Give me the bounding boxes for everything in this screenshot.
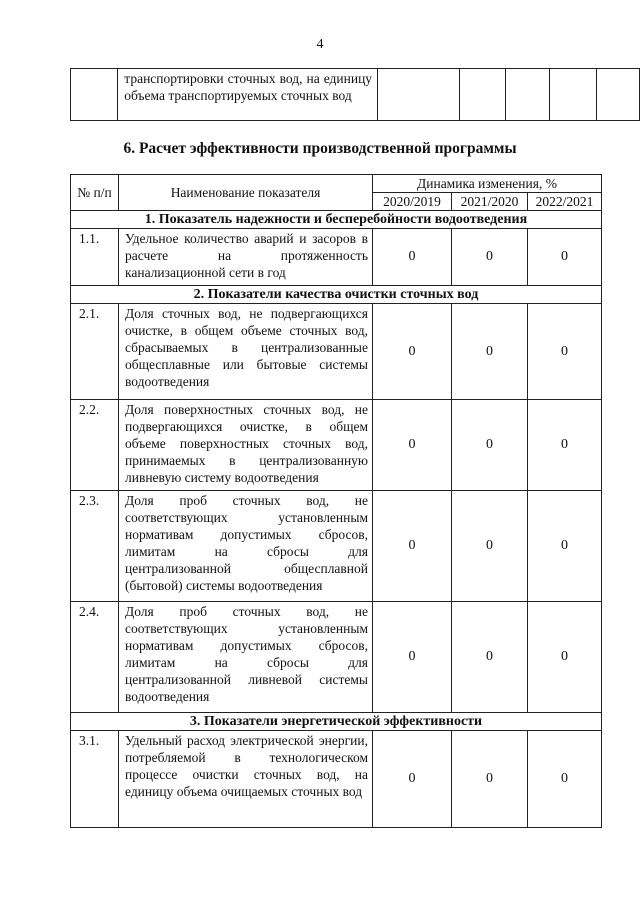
value-cell: [506, 69, 550, 121]
group-title: 3. Показатели энергетической эффективности: [71, 713, 602, 731]
indicator-name: Доля сточных вод, не подвергающихся очистке, в общем объеме сточных вод, сбрасываемых в централизованные общесплавные или бытовые системы водоотведения: [119, 304, 373, 400]
value-cell: 0: [528, 229, 602, 286]
header-name: Наименование показателя: [119, 175, 373, 211]
indicator-name: Доля проб сточных вод, не соответствующих установленным нормативам допустимых сбросов, лимитам на сбросы для централизованной общесплавной (бытовой) системы водоотведения: [119, 491, 373, 602]
header-year: 2022/2021: [528, 193, 602, 211]
indicator-name: Доля проб сточных вод, не соответствующих установленным нормативам допустимых сбросов, лимитам на сбросы для централизованной ливневой системы водоотведения: [119, 602, 373, 713]
table-row: [71, 400, 602, 491]
value-cell: 0: [373, 304, 452, 400]
header-year: 2021/2020: [452, 193, 528, 211]
row-num: 2.3.: [71, 491, 119, 602]
num-cell: [71, 69, 118, 121]
value-cell: [378, 69, 460, 121]
group-row: [71, 713, 602, 731]
value-cell: 0: [373, 491, 452, 602]
table-row: [71, 602, 602, 713]
value-cell: 0: [528, 400, 602, 491]
group-row: [71, 286, 602, 304]
group-title: 1. Показатель надежности и бесперебойности водоотведения: [71, 211, 602, 229]
row-num: 3.1.: [71, 731, 119, 828]
row-num: 2.4.: [71, 602, 119, 713]
value-cell: 0: [528, 491, 602, 602]
value-cell: 0: [452, 304, 528, 400]
header-row: [71, 175, 602, 193]
group-title: 2. Показатели качества очистки сточных вод: [71, 286, 602, 304]
section-title: 6. Расчет эффективности производственной программы: [123, 140, 517, 157]
row-num: 1.1.: [71, 229, 119, 286]
value-cell: [550, 69, 596, 121]
value-cell: 0: [452, 229, 528, 286]
value-cell: 0: [373, 400, 452, 491]
value-cell: 0: [373, 229, 452, 286]
value-cell: 0: [528, 731, 602, 828]
value-cell: 0: [528, 602, 602, 713]
indicator-name: Доля поверхностных сточных вод, не подвергающихся очистке, в общем объеме поверхностных сточных вод, принимаемых в централизованную ливневую систему водоотведения: [119, 400, 373, 491]
value-cell: [459, 69, 505, 121]
value-cell: 0: [452, 400, 528, 491]
header-dynamics: Динамика изменения, %: [373, 175, 602, 193]
group-row: [71, 211, 602, 229]
header-num: № п/п: [71, 175, 119, 211]
indicator-name: транспортировки сточных вод, на единицу объема транспортируемых сточных вод: [118, 69, 378, 121]
table-row: [71, 731, 602, 828]
efficiency-table: [70, 174, 602, 828]
row-num: 2.2.: [71, 400, 119, 491]
value-cell: 0: [373, 602, 452, 713]
row-num: 2.1.: [71, 304, 119, 400]
page-number: 4: [316, 37, 324, 52]
indicator-name: Удельный расход электрической энергии, потребляемой в технологическом процессе очистки сточных вод, на единицу объема очищаемых сточных вод: [119, 731, 373, 828]
continued-table-fragment: [70, 68, 640, 121]
indicator-name: Удельное количество аварий и засоров в расчете на протяженность канализационной сети в год: [119, 229, 373, 286]
value-cell: 0: [452, 602, 528, 713]
table-row: [71, 229, 602, 286]
value-cell: 0: [528, 304, 602, 400]
value-cell: 0: [452, 731, 528, 828]
value-cell: [596, 69, 639, 121]
table-row: [71, 304, 602, 400]
header-year: 2020/2019: [373, 193, 452, 211]
value-cell: 0: [373, 731, 452, 828]
table-row: [71, 491, 602, 602]
value-cell: 0: [452, 491, 528, 602]
table-row: [71, 69, 640, 121]
